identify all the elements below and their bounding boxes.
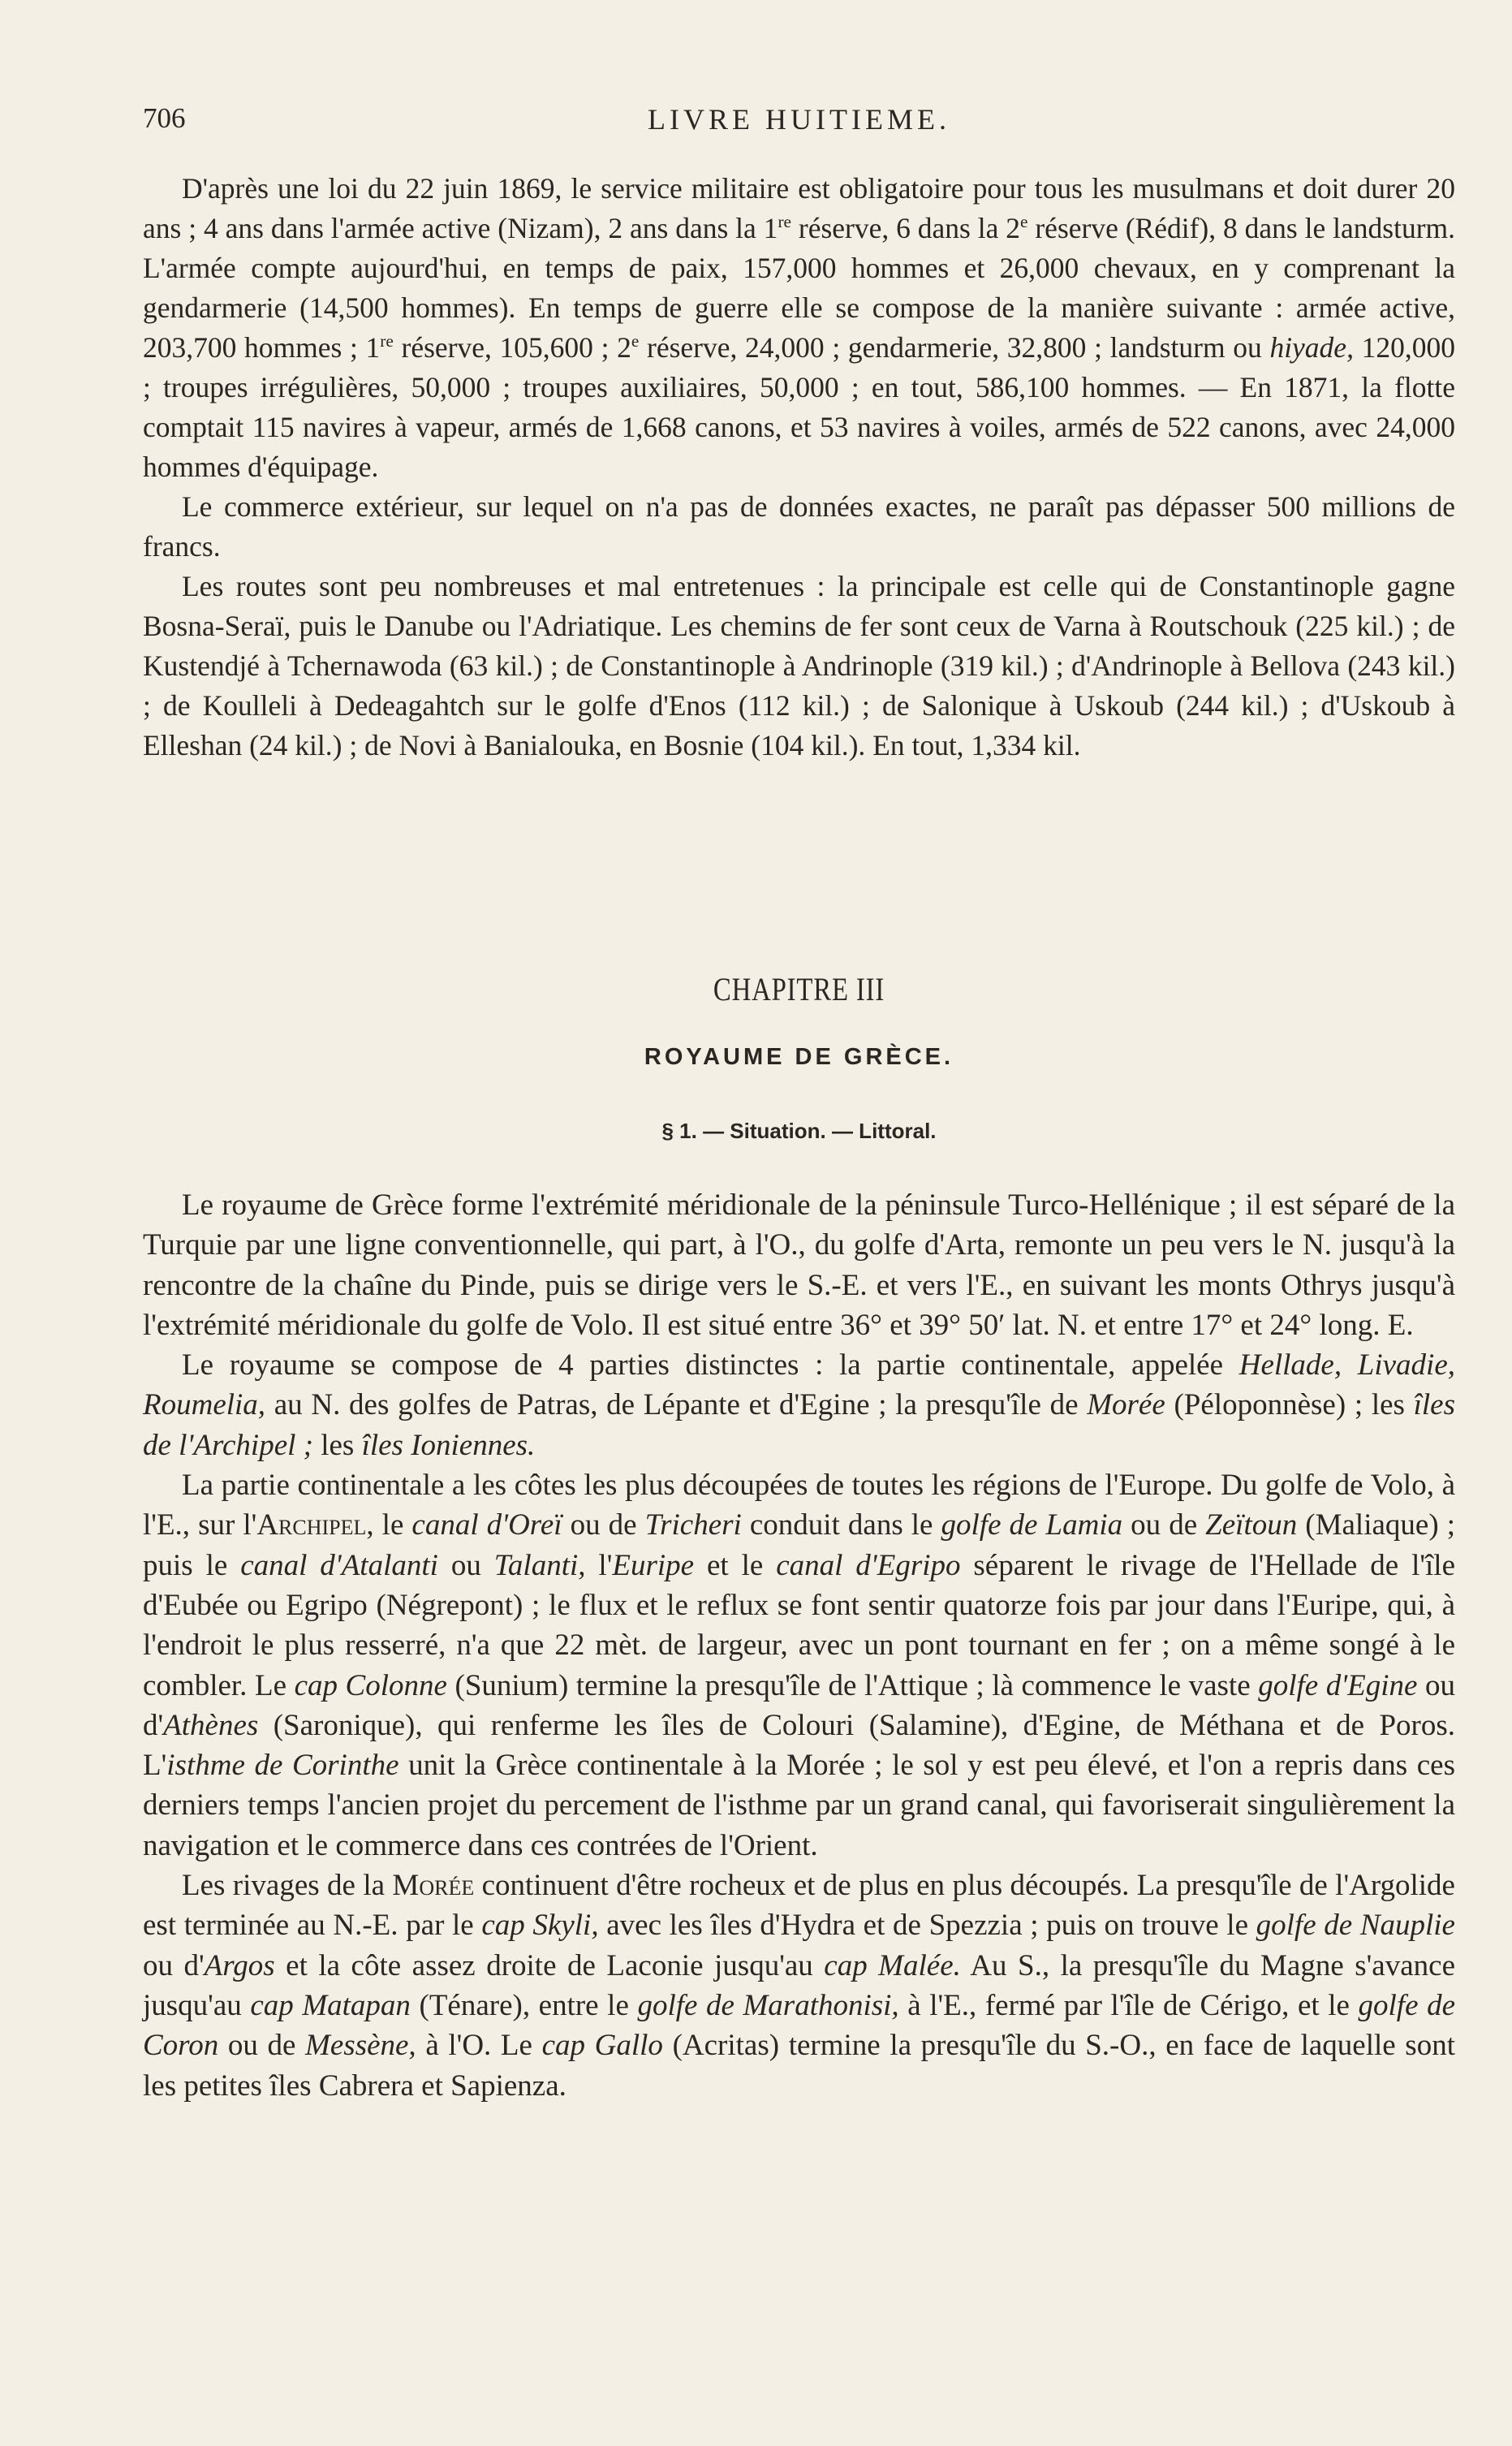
paragraph-situation: Le royaume de Grèce forme l'extrémité méridionale de la péninsule Turco-Hellénique ; il est séparé de la Turquie par une ligne conventionnelle, qui part, à l'O., du golfe d'Arta, remonte un peu vers le N. jusqu'à la rencontre de la chaîne du Pinde, puis se dirige vers le S.-E. et vers l'E., en suivant les monts Othrys jusqu'à l'extrémité méridionale du golfe de Volo. Il est situé entre 36° et 39° 50′ lat. N. et entre 17° et 24° long. E. — [143, 1188, 1455, 1342]
running-title: LIVRE HUITIEME. — [648, 103, 950, 136]
page-number: 706 — [143, 102, 186, 134]
paragraph-commerce: Le commerce extérieur, sur lequel on n'a pas de données exactes, ne paraît pas dépasser 500 millions de francs. — [143, 490, 1455, 563]
subsection-title: § 1. — Situation. — Littoral. — [661, 1119, 937, 1143]
paragraph-morea-coast: Les rivages de la Morée continuent d'être rocheux et de plus en plus découpés. La presqu'île de l'Argolide est terminée au N.-E. par le cap Skyli, avec les îles d'Hydra et de Spezzia ; puis on trouve le golfe de Nauplie ou d'Argos et la côte assez droite de Laconie jusqu'au cap Malée. Au S., la presqu'île du Magne s'avance jusqu'au cap Matapan (Ténare), entre le golfe de Marathonisi, à l'E., fermé par l'île de Cérigo, et le golfe de Coron ou de Messène, à l'O. Le cap Gallo (Acritas) termine la presqu'île du S.-O., en face de laquelle sont les petites îles Cabrera et Sapienza. — [143, 1869, 1456, 2103]
paragraph-army: D'après une loi du 22 juin 1869, le service militaire est obligatoire pour tous les musulmans et doit durer 20 ans ; 4 ans dans l'armée active (Nizam), 2 ans dans la 1re réserve, 6 dans la 2e réserve (Rédif), 8 dans le landsturm. L'armée compte aujourd'hui, en temps de paix, 157,000 hommes et 26,000 chevaux, en y comprenant la gendarmerie (14,500 hommes). En temps de guerre elle se compose de la manière suivante : armée active, 203,700 hommes ; 1re réserve, 105,600 ; 2e réserve, 24,000 ; gendarmerie, 32,800 ; landsturm ou hiyade, 120,000 ; troupes irrégulières, 50,000 ; troupes auxiliaires, 50,000 ; en tout, 586,100 hommes. — En 1871, la flotte comptait 115 navires à vapeur, armés de 1,668 canons, et 53 navires à voiles, armés de 522 canons, avec 24,000 hommes d'équipage. — [143, 172, 1456, 483]
army-and-commerce-text — [143, 169, 1455, 766]
section-title: ROYAUME DE GRÈCE. — [644, 1044, 954, 1070]
greece-text — [143, 1185, 1455, 2106]
chapter-title: CHAPITRE III — [713, 971, 885, 1007]
page-header — [143, 102, 1455, 148]
paragraph-continental-coast: La partie continentale a les côtes les plus découpées de toutes les régions de l'Europe. Du golfe de Volo, à l'E., sur l'Archipel, le canal d'Oreï ou de Tricheri conduit dans le golfe de Lamia ou de Zeïtoun (Maliaque) ; puis le canal d'Atalanti ou Talanti, l'Euripe et le canal d'Egripo séparent le rivage de l'Hellade de l'île d'Eubée ou Egripo (Négrepont) ; le flux et le reflux se font sentir quatorze fois par jour dans l'Euripe, qui, à l'endroit le plus resserré, n'a que 22 mèt. de largeur, avec un pont tournant en fer ; on a même songé à le combler. Le cap Colonne (Sunium) termine la presqu'île de l'Attique ; là commence le vaste golfe d'Egine ou d'Athènes (Saronique), qui renferme les îles de Colouri (Salamine), d'Egine, de Méthana et de Poros. L'isthme de Corinthe unit la Grèce continentale à la Morée ; le sol y est peu élevé, et l'on a repris dans ces derniers temps l'ancien projet du percement de l'isthme par un grand canal, qui favoriserait singulièrement la navigation et le commerce dans ces contrées de l'Orient. — [143, 1469, 1456, 1862]
paragraph-roads: Les routes sont peu nombreuses et mal entretenues : la principale est celle qui de Constantinople gagne Bosna-Seraï, puis le Danube ou l'Adriatique. Les chemins de fer sont ceux de Varna à Routschouk (225 kil.) ; de Kustendjé à Tchernawoda (63 kil.) ; de Constantinople à Andrinople (319 kil.) ; d'Andrinople à Bellova (243 kil.) ; de Koulleli à Dedeagahtch sur le golfe d'Enos (112 kil.) ; de Salonique à Uskoub (244 kil.) ; d'Uskoub à Elleshan (24 kil.) ; de Novi à Banialouka, en Bosnie (104 kil.). En tout, 1,334 kil. — [143, 570, 1455, 761]
paragraph-parts: Le royaume se compose de 4 parties distinctes : la partie continentale, appelée Hellade, Livadie, Roumelia, au N. des golfes de Patras, de Lépante et d'Egine ; la presqu'île de Morée (Péloponnèse) ; les îles de l'Archipel ; les îles Ioniennes. — [143, 1348, 1456, 1462]
